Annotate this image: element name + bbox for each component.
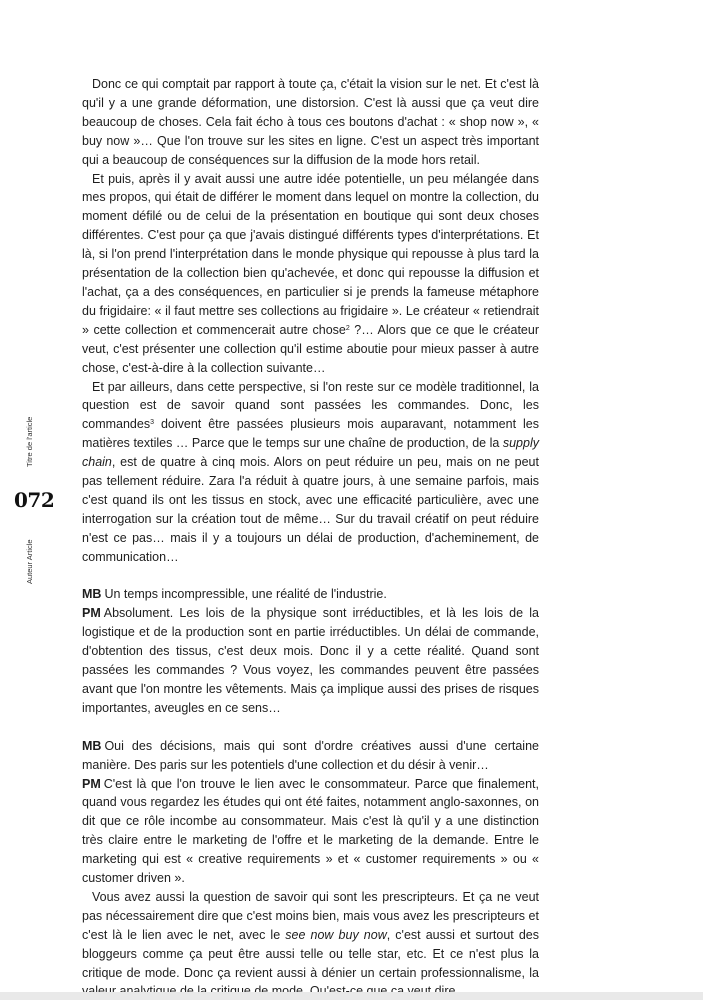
article-title-label: Titre de l'article	[25, 416, 34, 467]
footnote-ref: 3	[150, 419, 154, 427]
paragraph-text: Un temps incompressible, une réalité de l'industrie.	[104, 587, 387, 602]
footnote-ref: 2	[345, 324, 350, 332]
paragraph-text: ?… Alors que ce que le créateur veut, c'est présenter une collection qu'il estime aboutie pour mieux passer à autre chose, c'est-à-dire à la collection suivante…	[82, 322, 539, 375]
page-bottom-edge	[0, 992, 703, 1000]
paragraph-text: doivent être passées plusieurs mois auparavant, notamment les matières textiles … Parce que le temps sur une chaîne de production, de la	[82, 417, 539, 451]
paragraph	[82, 170, 539, 378]
page-number: 072	[14, 488, 55, 512]
paragraph-text: Et par ailleurs, dans cette perspective, si l'on reste sur ce modèle traditionnel, la question est de savoir quand sont passées les commandes. Donc, les commandes	[82, 379, 539, 432]
paragraph	[82, 737, 539, 775]
italic-text: supply chain	[82, 436, 539, 470]
article-author-label: Auteur Article	[25, 539, 34, 584]
speaker-initials: PM	[82, 606, 101, 621]
paragraph	[82, 75, 539, 170]
paragraph-text: Vous avez aussi la question de savoir qui sont les prescripteurs. Et ça ne veut pas nécessairement dire que c'est moins bien, mais vous avez les prescripteurs et c'est là le lien avec le net, avec le	[82, 889, 539, 942]
paragraph-text: C'est là que l'on trouve le lien avec le consommateur. Parce que finalement, quand vous regardez les études qui ont été faites, notamment anglo-saxonnes, on dit que ce rôle incombe au consommateur. Mais c'est là qu'il y a une distinction très claire entre le marketing de l'offre et le marketing de la demande. Entre le marketing qui est « creative requirements » et « customer requirements » ou « customer driven ».	[82, 776, 539, 886]
paragraph-text: Oui des décisions, mais qui sont d'ordre créatives aussi d'une certaine manière. Des paris sur les potentiels d'une collection et du désir à venir…	[82, 738, 539, 772]
speaker-initials: MB	[82, 738, 102, 753]
paragraph	[82, 604, 539, 717]
speaker-initials: MB	[82, 587, 102, 602]
paragraph	[82, 585, 539, 604]
paragraph	[82, 888, 539, 1001]
article-body	[82, 75, 539, 1001]
paragraph-text: , est de quatre à cinq mois. Alors on peut réduire un peu, mais on ne peut pas tellement réduire. Zara l'a réduit à quatre jours, à une semaine parfois, mais c'est quand ils ont les tissus en stock, avec une efficacité particulière, avec une interrogation sur la création tout de même… Sur du travail créatif on peut réduire n'est ce pas… mais il y a toujours un délai de production, d'acheminement, de communication…	[82, 455, 539, 564]
paragraph-text: Absolument. Les lois de la physique sont irréductibles, et là les lois de la logistique et de la production sont en partie irréductibles. Un délai de commande, d'obtention des tissus, c'est deux mois. Donc il y a cette réalité. Quand sont passées les commandes ? Vous voyez, les commandes peuvent être passées avant que l'on montre les vêtements. Mais ça implique aussi des prises de risques importantes, aveugles en ce sens…	[82, 606, 539, 715]
paragraph-text: , c'est aussi et surtout des bloggeurs comme ça peut être aussi telle ou telle star, etc. Et ce n'est plus la critique de mode. Donc ça revient aussi à dénier un certain professionnalisme, la	[82, 927, 539, 980]
speaker-initials: PM	[82, 776, 101, 791]
paragraph	[82, 775, 539, 888]
paragraph	[82, 378, 539, 567]
paragraph-text: Et puis, après il y avait aussi une autre idée potentielle, un peu mélangée dans mes propos, qui était de différer le moment dans lequel on montre la collection, du moment défilé ou de celui de la présentation en boutique qui sont deux choses différentes. C'est pour ça que j'avais distingué différents types d'interprétations. Et là, si l'on prend l'interprétation dans le monde physique qui repousse à plus tard la présentation de la collection bien qu'achevée, et donc qui repousse la diffusion et l'achat, ça a des conséquences, en particulier si je prends la fameuse métaphore du frigidaire: « il faut mettre ses collections au frigidaire ». Le créateur « retiendrait » cette collection et commencerait autre chose	[82, 171, 539, 337]
italic-text: see now buy now	[285, 927, 387, 942]
paragraph-text: Donc ce qui comptait par rapport à toute ça, c'était la vision sur le net. Et c'est là qu'il y a une grande déformation, une distorsion. C'est là aussi que ça veut dire beaucoup de choses. Cela fait écho à tous ces boutons d'achat : « shop now », « buy now »… Que l'on trouve sur les sites en ligne. C'est un aspect très important qui a beaucoup de conséquences sur la diffusion de la mode hors retail.	[82, 77, 539, 167]
